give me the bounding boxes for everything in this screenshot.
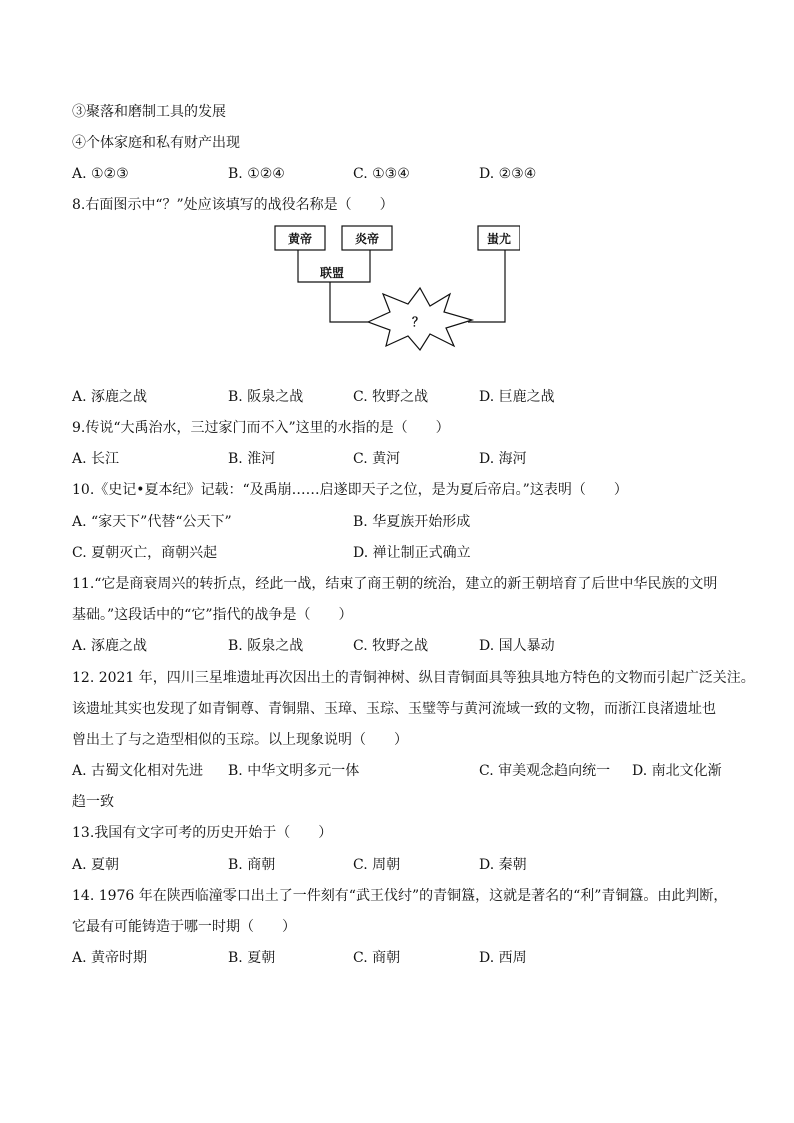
q12-option-b[interactable]: B. 中华文明多元一体 [228,763,360,779]
q13-option-c[interactable]: C. 周朝 [353,857,401,873]
q13-question: 13.我国有文字可考的历史开始于（ ） [72,825,333,841]
q14-question-line-1: 14. 1976 年在陕西临潼零口出土了一件刻有“武王伐纣”的青铜簋，这就是著名的“利”青铜簋。由此判断， [72,888,728,904]
q11-option-c[interactable]: C. 牧野之战 [353,638,429,654]
q14-question-line-2: 它最有可能铸造于哪一时期（ ） [72,919,296,935]
q14-option-b[interactable]: B. 夏朝 [228,950,276,966]
q12-question-line-1: 12. 2021 年，四川三星堆遗址再次因出土的青铜神树、纵目青铜面具等独具地方特色的文物而引起广泛关注。 [72,670,755,686]
q7-option-b[interactable]: B. ①②④ [228,166,285,182]
alliance-battle-diagram [270,222,520,352]
q11-option-b[interactable]: B. 阪泉之战 [228,638,304,654]
q9-option-a[interactable]: A. 长江 [72,451,120,467]
q13-option-d[interactable]: D. 秦朝 [479,857,527,873]
q10-option-d[interactable]: D. 禅让制正式确立 [353,545,471,561]
q12-option-d[interactable]: D. 南北文化渐 [632,763,722,779]
q14-option-a[interactable]: A. 黄帝时期 [72,950,148,966]
q14-option-d[interactable]: D. 西周 [479,950,527,966]
chiyou-label: 蚩尤 [486,232,512,246]
q12-option-c[interactable]: C. 审美观念趋向统一 [479,763,611,779]
q9-option-b[interactable]: B. 淮河 [228,451,276,467]
q14-option-c[interactable]: C. 商朝 [353,950,401,966]
q7-statement-3: ③聚落和磨制工具的发展 [72,104,226,120]
q8-question: 8.右面图示中“？”处应该填写的战役名称是（ ） [72,197,394,213]
q7-option-a[interactable]: A. ①②③ [72,166,129,182]
q10-option-c[interactable]: C. 夏朝灭亡，商朝兴起 [72,545,218,561]
q9-question: 9.传说“大禹治水，三过家门而不入”这里的水指的是（ ） [72,420,450,436]
yandi-label: 炎帝 [354,232,380,246]
q13-option-a[interactable]: A. 夏朝 [72,857,120,873]
q12-option-a[interactable]: A. 古蜀文化相对先进 [72,763,204,779]
chiyou-connector [468,250,505,322]
huangdi-label: 黄帝 [287,232,313,246]
q7-option-d[interactable]: D. ②③④ [479,166,537,182]
q9-option-d[interactable]: D. 海河 [479,451,527,467]
q11-option-d[interactable]: D. 国人暴动 [479,638,555,654]
q8-option-d[interactable]: D. 巨鹿之战 [479,389,555,405]
q11-question-line-2: 基础。”这段话中的“它”指代的战争是（ ） [72,607,353,623]
q7-statement-4: ④个体家庭和私有财产出现 [72,135,240,151]
q9-option-c[interactable]: C. 黄河 [353,451,401,467]
q7-option-c[interactable]: C. ①③④ [353,166,410,182]
q10-option-a[interactable]: A. “家天下”代替“公天下” [72,514,232,530]
q13-option-b[interactable]: B. 商朝 [228,857,276,873]
q8-option-a[interactable]: A. 涿鹿之战 [72,389,148,405]
battle-question-mark: ？ [411,315,425,329]
alliance-label: 联盟 [319,266,345,280]
q8-option-b[interactable]: B. 阪泉之战 [228,389,304,405]
q12-option-d-continued: 趋一致 [72,794,114,810]
q11-question-line-1: 11.“它是商衰周兴的转折点，经此一战，结束了商王朝的统治，建立的新王朝培育了后世中华民族的文明 [72,576,718,592]
q10-question: 10.《史记•夏本纪》记载：“及禹崩……启遂即天子之位，是为夏后帝启。”这表明（ ） [72,482,628,498]
q11-option-a[interactable]: A. 涿鹿之战 [72,638,148,654]
q12-question-line-3: 曾出土了与之造型相似的玉琮。以上现象说明（ ） [72,732,408,748]
q12-question-line-2: 该遗址其实也发现了如青铜尊、青铜鼎、玉璋、玉琮、玉璧等与黄河流域一致的文物，而浙江良渚遗址也 [72,701,716,717]
q8-option-c[interactable]: C. 牧野之战 [353,389,429,405]
alliance-connector [330,282,368,322]
q10-option-b[interactable]: B. 华夏族开始形成 [353,514,471,530]
